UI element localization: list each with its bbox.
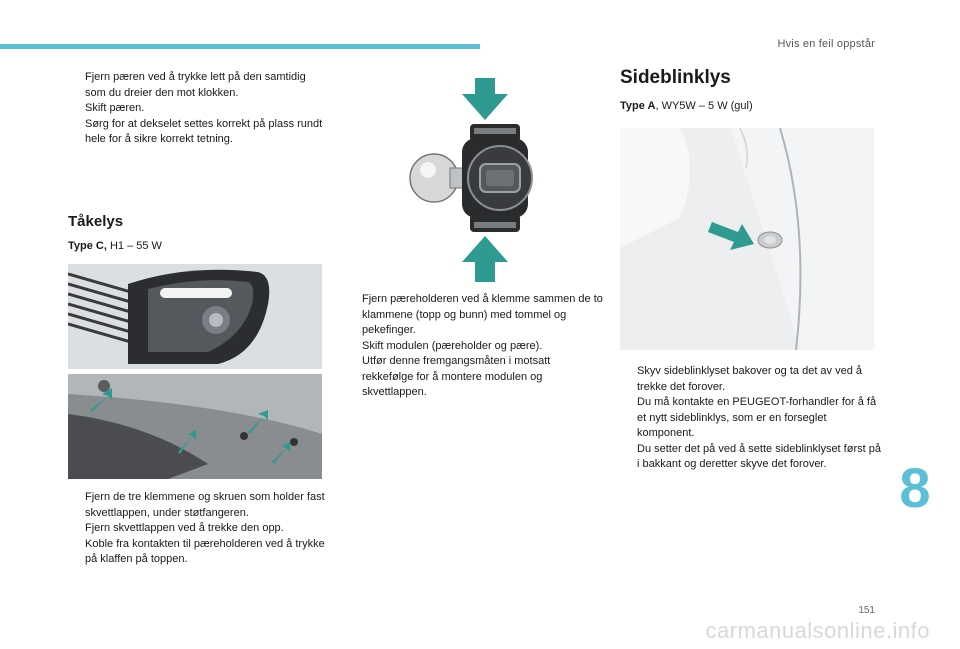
list-item: Koble fra kontakten til pæreholderen ved å trykke på klaffen på toppen. (85, 537, 325, 565)
bullet-list-bottom (68, 490, 333, 568)
list-item: Fjern de tre klemmene og skruen som holder fast skvettlappen, under støtfangeren. (85, 491, 325, 519)
fog-lamp-photo (68, 264, 322, 369)
chapter-number: 8 (899, 456, 931, 519)
list-item: Fjern pæreholderen ved å klemme sammen de to klammene (topp og bunn) med tommel og pekefinger. (362, 293, 603, 336)
section-header: Hvis en feil oppstår (777, 38, 875, 50)
list-item: Du setter det på ved å sette sideblinklyset først på i bakkant og deretter skyve det forover. (637, 442, 881, 470)
under-bumper-photo (68, 374, 322, 479)
list-item: Fjern pæren ved å trykke lett på den samtidig som du dreier den mot klokken. (85, 71, 306, 99)
type-line-fog: Type C, H1 – 55 W (68, 240, 162, 252)
list-item: Skift modulen (pæreholder og pære). (362, 339, 543, 352)
type-line-indicator: Type A, WY5W – 5 W (gul) (620, 100, 753, 112)
arrow-down-icon (462, 78, 508, 120)
side-indicator-photo (620, 128, 874, 350)
heading-sideblinklys: Sideblinklys (620, 67, 731, 88)
list-item: Skyv sideblinklyset bakover og ta det av ved å trekke det forover. (637, 365, 863, 393)
list-item: Sørg for at dekselet settes korrekt på plass rundt hele for å sikre korrekt tetning. (85, 117, 323, 145)
bullet-list-top (68, 70, 328, 148)
bullet-list-right (620, 364, 882, 473)
arrow-up-icon (462, 236, 508, 282)
list-item: Fjern skvettlappen ved å trekke den opp. (85, 522, 284, 534)
list-item: Utfør denne fremgangsmåten i motsatt rekkefølge for å montere modulen og skvettlappen. (362, 355, 551, 398)
watermark: carmanualsonline.info (705, 618, 930, 643)
header-accent-bar (0, 44, 480, 49)
page-number: 151 (858, 605, 875, 616)
list-item: Du må kontakte en PEUGEOT-forhandler for å få et nytt sideblinklys, som er en forseglet komponent. (637, 396, 877, 439)
bulb-holder-illustration (400, 76, 570, 286)
heading-takelys: Tåkelys (68, 213, 124, 230)
bullet-list-middle (345, 292, 603, 401)
list-item: Skift pæren. (85, 102, 145, 114)
